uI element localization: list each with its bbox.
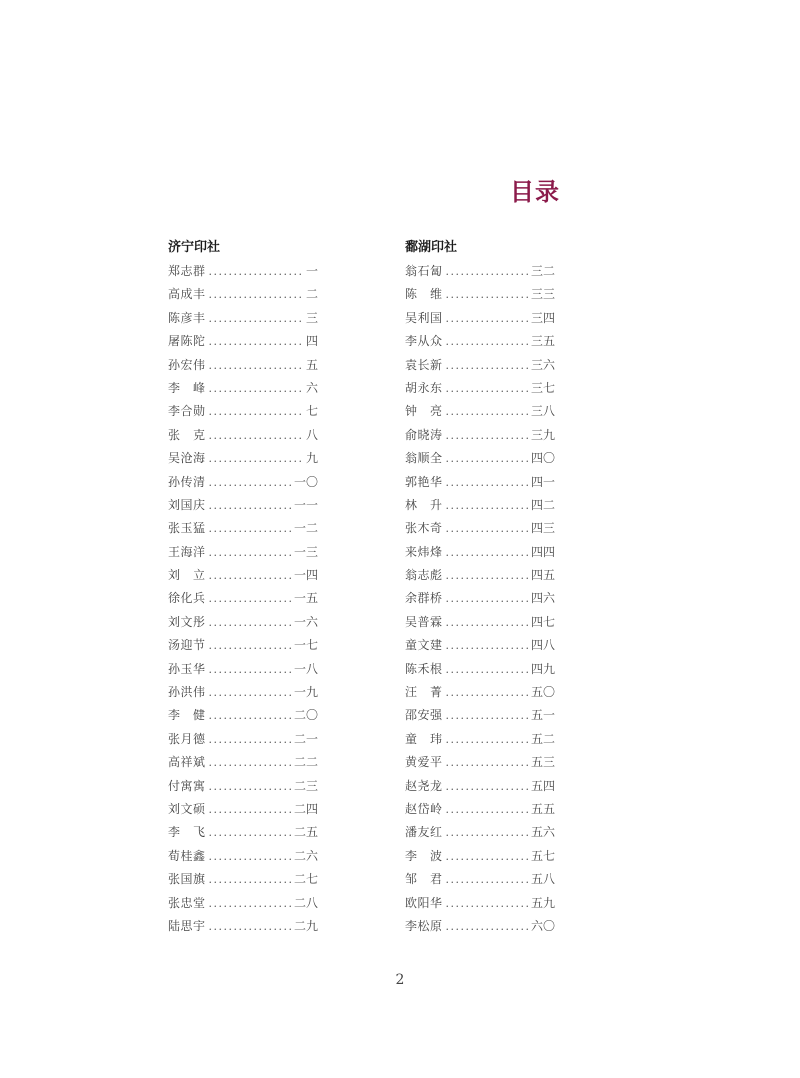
- dot-leader: [446, 613, 528, 633]
- entry-name: 李 健: [168, 708, 206, 723]
- dot-leader: [209, 847, 291, 867]
- entry-page-number: 一〇: [293, 474, 318, 489]
- entry-name: 郭艳华: [405, 474, 443, 489]
- entry-name: 吴利国: [405, 310, 443, 325]
- toc-entry[interactable]: [168, 261, 318, 284]
- toc-entry[interactable]: [405, 869, 555, 892]
- toc-entry[interactable]: [168, 846, 318, 869]
- toc-entry[interactable]: [405, 752, 555, 775]
- entry-page-number: 一七: [293, 638, 318, 653]
- dot-leader: [446, 449, 528, 469]
- dot-leader: [446, 356, 528, 376]
- entry-page-number: 二四: [293, 801, 318, 816]
- entry-page-number: 五六: [530, 825, 555, 840]
- entry-name: 刘文彤: [168, 614, 206, 629]
- toc-section-jining: [168, 238, 318, 939]
- entry-page-number: 二〇: [293, 708, 318, 723]
- toc-entry[interactable]: [405, 822, 555, 845]
- entry-name: 刘 立: [168, 568, 206, 583]
- dot-leader: [446, 706, 528, 726]
- toc-entry[interactable]: [405, 565, 555, 588]
- toc-entry[interactable]: [168, 612, 318, 635]
- entry-name: 翁顺全: [405, 451, 443, 466]
- entry-page-number: 五九: [530, 895, 555, 910]
- toc-entry[interactable]: [168, 776, 318, 799]
- dot-leader: [446, 262, 528, 282]
- dot-leader: [209, 777, 291, 797]
- dot-leader: [209, 402, 303, 422]
- toc-entry[interactable]: [405, 308, 555, 331]
- toc-entry[interactable]: [168, 518, 318, 541]
- entry-name: 李松原: [405, 918, 443, 933]
- entry-page-number: 四: [305, 334, 318, 349]
- toc-entry[interactable]: [168, 869, 318, 892]
- entry-name: 赵岱岭: [405, 801, 443, 816]
- entry-page-number: 四一: [530, 474, 555, 489]
- section-title: 济宁印社: [168, 240, 221, 255]
- toc-entry[interactable]: [168, 893, 318, 916]
- entry-name: 高成丰: [168, 287, 206, 302]
- entry-page-number: 三四: [530, 310, 555, 325]
- entry-page-number: 三七: [530, 380, 555, 395]
- entry-name: 陈 维: [405, 287, 443, 302]
- entry-name: 陈禾根: [405, 661, 443, 676]
- entry-name: 张月德: [168, 731, 206, 746]
- entry-page-number: 一八: [293, 661, 318, 676]
- entry-page-number: 二六: [293, 848, 318, 863]
- dot-leader: [209, 917, 291, 937]
- entry-page-number: 九: [305, 451, 318, 466]
- entry-page-number: 三六: [530, 357, 555, 372]
- dot-leader: [446, 636, 528, 656]
- toc-entry[interactable]: [168, 752, 318, 775]
- entry-name: 张木奇: [405, 521, 443, 536]
- dot-leader: [446, 285, 528, 305]
- dot-leader: [209, 823, 291, 843]
- toc-entry[interactable]: [168, 378, 318, 401]
- entry-page-number: 六〇: [530, 918, 555, 933]
- toc-entry[interactable]: [405, 448, 555, 471]
- entry-name: 汪 菁: [405, 685, 443, 700]
- toc-entry[interactable]: [405, 893, 555, 916]
- dot-leader: [446, 894, 528, 914]
- entry-name: 屠陈陀: [168, 334, 206, 349]
- entry-name: 邵安强: [405, 708, 443, 723]
- toc-entry[interactable]: [405, 612, 555, 635]
- toc-entry[interactable]: [168, 495, 318, 518]
- entry-page-number: 一二: [293, 521, 318, 536]
- entry-page-number: 一九: [293, 685, 318, 700]
- dot-leader: [446, 566, 528, 586]
- dot-leader: [209, 262, 303, 282]
- entry-page-number: 三九: [530, 427, 555, 442]
- toc-entry[interactable]: [168, 401, 318, 424]
- entry-name: 赵尧龙: [405, 778, 443, 793]
- toc-entry[interactable]: [405, 472, 555, 495]
- entry-page-number: 四九: [530, 661, 555, 676]
- toc-entry[interactable]: [168, 799, 318, 822]
- dot-leader: [446, 753, 528, 773]
- toc-entry[interactable]: [168, 705, 318, 728]
- entry-name: 俞晓涛: [405, 427, 443, 442]
- entry-name: 李合勋: [168, 404, 206, 419]
- toc-entry[interactable]: [405, 425, 555, 448]
- entry-page-number: 五八: [530, 872, 555, 887]
- entry-name: 孙传清: [168, 474, 206, 489]
- dot-leader: [446, 823, 528, 843]
- dot-leader: [446, 519, 528, 539]
- entry-page-number: 一三: [293, 544, 318, 559]
- entry-name: 张忠堂: [168, 895, 206, 910]
- entry-name: 李 飞: [168, 825, 206, 840]
- dot-leader: [209, 309, 303, 329]
- entry-page-number: 四四: [530, 544, 555, 559]
- toc-entry[interactable]: [405, 635, 555, 658]
- dot-leader: [446, 683, 528, 703]
- entry-name: 翁志彪: [405, 568, 443, 583]
- toc-entry[interactable]: [405, 378, 555, 401]
- entry-page-number: 三五: [530, 334, 555, 349]
- entry-page-number: 七: [305, 404, 318, 419]
- entry-name: 袁长新: [405, 357, 443, 372]
- entry-page-number: 四五: [530, 568, 555, 583]
- toc-entry[interactable]: [405, 729, 555, 752]
- entry-page-number: 二九: [293, 918, 318, 933]
- toc-entry[interactable]: [405, 916, 555, 939]
- toc-entry[interactable]: [168, 425, 318, 448]
- entry-name: 张玉猛: [168, 521, 206, 536]
- dot-leader: [209, 613, 291, 633]
- entry-name: 李 峰: [168, 380, 206, 395]
- entry-name: 余群桥: [405, 591, 443, 606]
- entry-page-number: 四三: [530, 521, 555, 536]
- entry-name: 李从众: [405, 334, 443, 349]
- dot-leader: [209, 426, 303, 446]
- entry-page-number: 五五: [530, 801, 555, 816]
- dot-leader: [446, 379, 528, 399]
- entry-name: 付寓寓: [168, 778, 206, 793]
- dot-leader: [209, 870, 291, 890]
- toc-entry[interactable]: [168, 284, 318, 307]
- dot-leader: [446, 847, 528, 867]
- entry-name: 黄爱平: [405, 755, 443, 770]
- entry-name: 李 波: [405, 848, 443, 863]
- page-title: 目录: [510, 178, 560, 207]
- entry-name: 张国旗: [168, 872, 206, 887]
- toc-entry[interactable]: [405, 284, 555, 307]
- dot-leader: [209, 519, 291, 539]
- entry-page-number: 四〇: [530, 451, 555, 466]
- entry-page-number: 五二: [530, 731, 555, 746]
- dot-leader: [209, 683, 291, 703]
- entry-page-number: 二五: [293, 825, 318, 840]
- dot-leader: [446, 917, 528, 937]
- entry-name: 荀桂鑫: [168, 848, 206, 863]
- toc-entry[interactable]: [168, 331, 318, 354]
- entry-page-number: 五一: [530, 708, 555, 723]
- entry-name: 汤迎节: [168, 638, 206, 653]
- entry-name: 潘友红: [405, 825, 443, 840]
- dot-leader: [446, 309, 528, 329]
- dot-leader: [209, 706, 291, 726]
- dot-leader: [209, 543, 291, 563]
- toc-entry[interactable]: [405, 682, 555, 705]
- toc-entry[interactable]: [168, 588, 318, 611]
- dot-leader: [209, 379, 303, 399]
- entry-page-number: 一: [305, 264, 318, 278]
- toc-entry[interactable]: [405, 776, 555, 799]
- toc-entry[interactable]: [405, 518, 555, 541]
- entry-name: 吴沧海: [168, 451, 206, 466]
- dot-leader: [446, 332, 528, 352]
- dot-leader: [209, 589, 291, 609]
- entry-name: 童文建: [405, 638, 443, 653]
- dot-leader: [209, 636, 291, 656]
- toc-entry[interactable]: [168, 355, 318, 378]
- entry-name: 钟 亮: [405, 404, 443, 419]
- entry-page-number: 三: [305, 310, 318, 325]
- entry-name: 邹 君: [405, 872, 443, 887]
- dot-leader: [209, 473, 291, 493]
- toc-entry[interactable]: [168, 659, 318, 682]
- entry-page-number: 五〇: [530, 685, 555, 700]
- entry-name: 刘文硕: [168, 801, 206, 816]
- entry-name: 孙宏伟: [168, 357, 206, 372]
- toc-entry[interactable]: [168, 472, 318, 495]
- dot-leader: [446, 426, 528, 446]
- entry-name: 欧阳华: [405, 895, 443, 910]
- entry-name: 徐化兵: [168, 591, 206, 606]
- toc-entry[interactable]: [405, 705, 555, 728]
- entry-name: 吴普霖: [405, 614, 443, 629]
- entry-page-number: 一一: [293, 497, 318, 512]
- entry-name: 陆思宇: [168, 918, 206, 933]
- toc-entry[interactable]: [405, 261, 555, 284]
- toc-entry[interactable]: [168, 542, 318, 565]
- dot-leader: [446, 777, 528, 797]
- entry-page-number: 四七: [530, 614, 555, 629]
- toc-entry[interactable]: [168, 822, 318, 845]
- toc-entry[interactable]: [168, 448, 318, 471]
- entry-name: 郑志群: [168, 264, 206, 278]
- entry-page-number: 一四: [293, 568, 318, 583]
- dot-leader: [446, 870, 528, 890]
- toc-entry[interactable]: [405, 331, 555, 354]
- entry-name: 孙玉华: [168, 661, 206, 676]
- toc-entry-list: [168, 261, 318, 939]
- entry-name: 童 玮: [405, 731, 443, 746]
- entry-page-number: 二: [305, 287, 318, 302]
- section-title: 鄱湖印社: [405, 240, 458, 255]
- toc-entry[interactable]: [405, 355, 555, 378]
- entry-name: 林 升: [405, 497, 443, 512]
- toc-entry[interactable]: [405, 659, 555, 682]
- dot-leader: [209, 285, 303, 305]
- toc-entry[interactable]: [405, 542, 555, 565]
- dot-leader: [446, 730, 528, 750]
- entry-page-number: 四八: [530, 638, 555, 653]
- page-number: 2: [395, 972, 405, 988]
- dot-leader: [209, 753, 291, 773]
- dot-leader: [209, 449, 303, 469]
- entry-name: 翁石匐: [405, 264, 443, 278]
- entry-page-number: 三二: [530, 264, 555, 278]
- entry-page-number: 三三: [530, 287, 555, 302]
- entry-name: 刘国庆: [168, 497, 206, 512]
- dot-leader: [446, 473, 528, 493]
- toc-entry[interactable]: [405, 401, 555, 424]
- entry-page-number: 五七: [530, 848, 555, 863]
- toc-entry[interactable]: [405, 846, 555, 869]
- toc-entry[interactable]: [168, 308, 318, 331]
- entry-page-number: 四六: [530, 591, 555, 606]
- entry-page-number: 二二: [293, 755, 318, 770]
- dot-leader: [446, 589, 528, 609]
- dot-leader: [209, 566, 291, 586]
- toc-entry[interactable]: [168, 565, 318, 588]
- toc-entry[interactable]: [168, 916, 318, 939]
- entry-page-number: 五三: [530, 755, 555, 770]
- entry-page-number: 三八: [530, 404, 555, 419]
- entry-name: 张 克: [168, 427, 206, 442]
- toc-entry[interactable]: [168, 729, 318, 752]
- dot-leader: [209, 800, 291, 820]
- dot-leader: [446, 402, 528, 422]
- toc-entry[interactable]: [405, 588, 555, 611]
- dot-leader: [446, 496, 528, 516]
- entry-page-number: 一六: [293, 614, 318, 629]
- entry-name: 胡永东: [405, 380, 443, 395]
- dot-leader: [209, 894, 291, 914]
- toc-entry[interactable]: [405, 495, 555, 518]
- dot-leader: [209, 660, 291, 680]
- entry-name: 高祥斌: [168, 755, 206, 770]
- entry-name: 王海洋: [168, 544, 206, 559]
- entry-name: 陈彦丰: [168, 310, 206, 325]
- dot-leader: [446, 543, 528, 563]
- entry-page-number: 二一: [293, 731, 318, 746]
- dot-leader: [209, 332, 303, 352]
- entry-page-number: 四二: [530, 497, 555, 512]
- dot-leader: [209, 356, 303, 376]
- toc-entry-list: [405, 261, 555, 939]
- entry-page-number: 八: [305, 427, 318, 442]
- entry-page-number: 一五: [293, 591, 318, 606]
- toc-entry[interactable]: [405, 799, 555, 822]
- toc-entry[interactable]: [168, 635, 318, 658]
- entry-page-number: 五: [305, 357, 318, 372]
- dot-leader: [446, 800, 528, 820]
- dot-leader: [209, 496, 291, 516]
- entry-page-number: 六: [305, 380, 318, 395]
- entry-name: 来炜烽: [405, 544, 443, 559]
- toc-entry[interactable]: [168, 682, 318, 705]
- entry-page-number: 二八: [293, 895, 318, 910]
- entry-page-number: 二三: [293, 778, 318, 793]
- entry-page-number: 五四: [530, 778, 555, 793]
- dot-leader: [446, 660, 528, 680]
- dot-leader: [209, 730, 291, 750]
- toc-section-pohu: [405, 238, 555, 939]
- entry-name: 孙洪伟: [168, 685, 206, 700]
- entry-page-number: 二七: [293, 872, 318, 887]
